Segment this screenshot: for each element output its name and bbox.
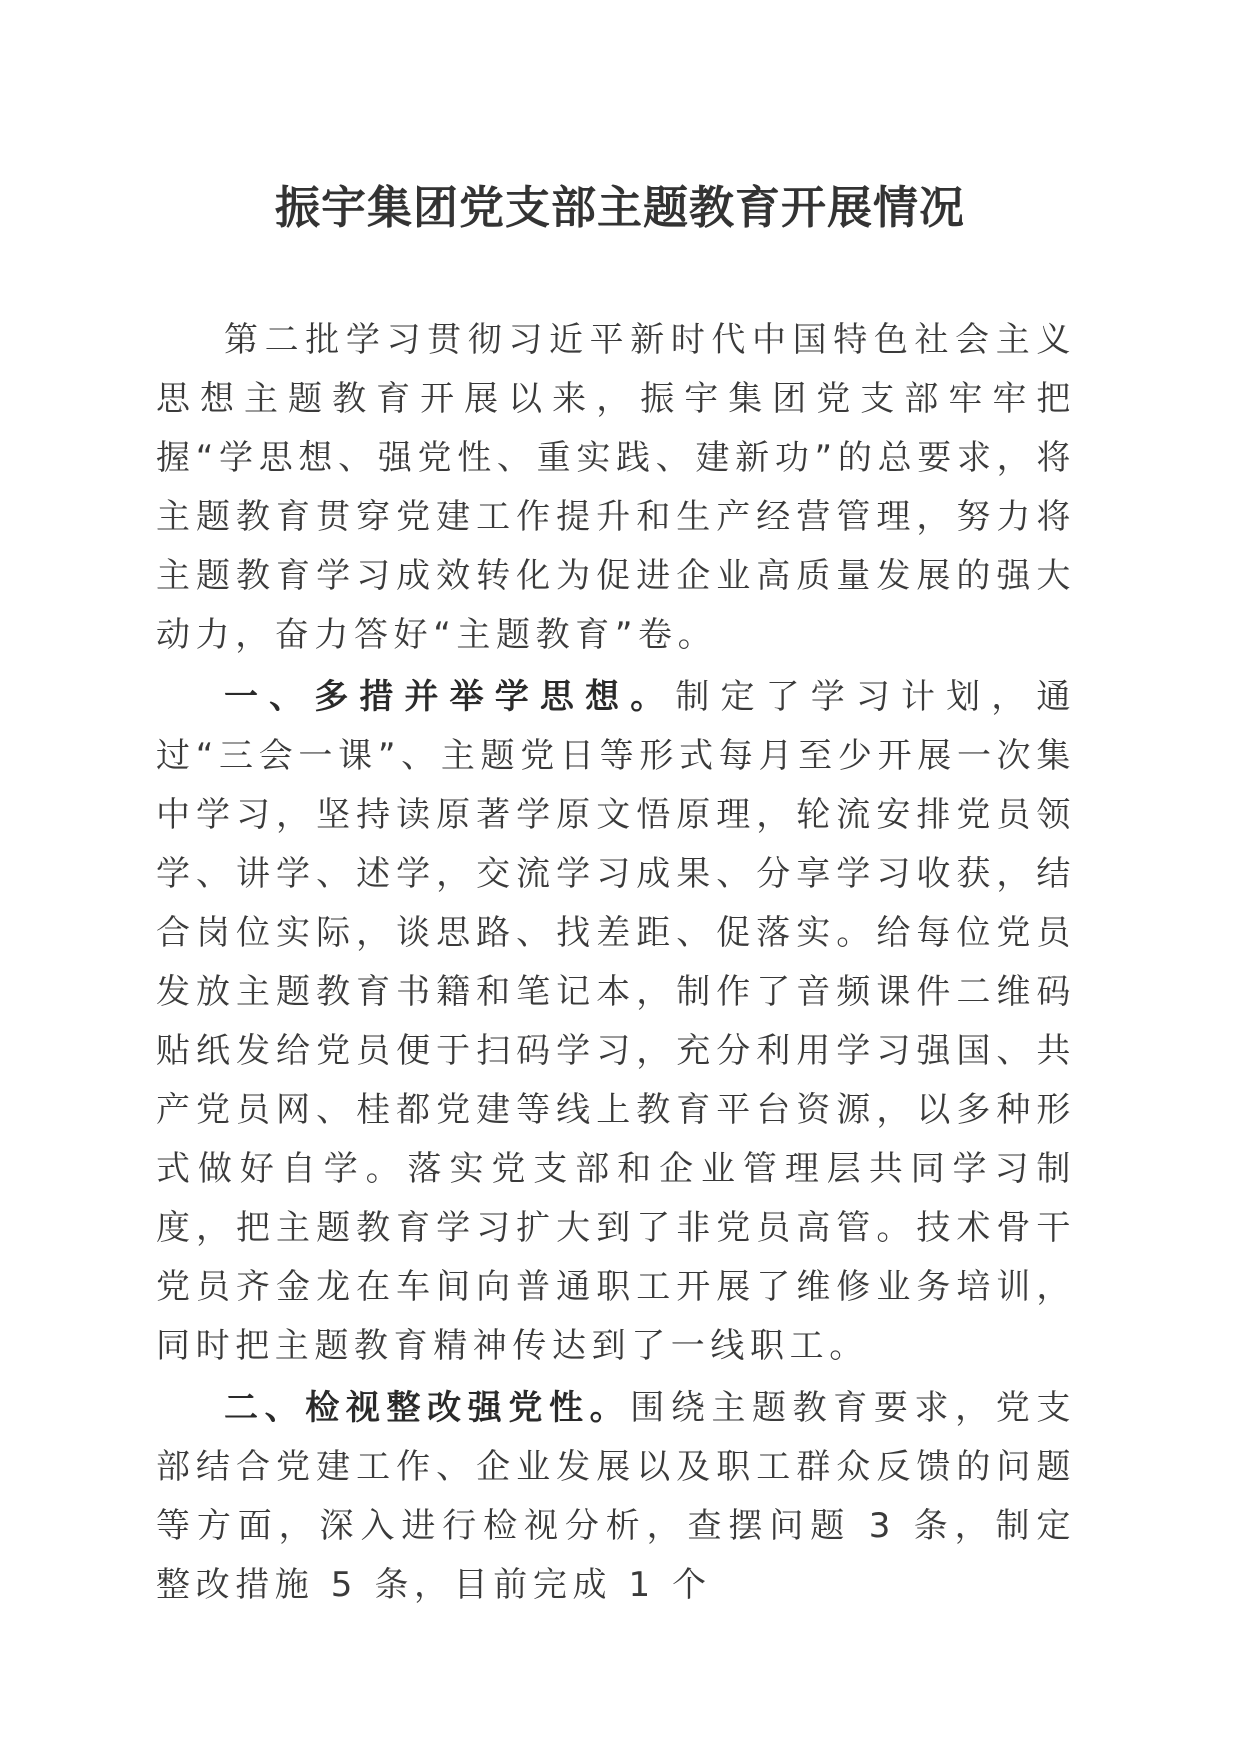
paragraph-section-2 <box>156 1379 1076 1615</box>
section-heading: 二、检视整改强党性。 <box>224 1388 631 1428</box>
paragraph-text: 围绕主题教育要求，党支部结合党建工作、企业发展以及职工群众反馈的问题等方面，深入进行检视分析，查摆问题 3 条，制定整改措施 5 条，目前完成 1 个 <box>156 1388 1076 1605</box>
paragraph-section-1 <box>156 668 1076 1376</box>
document-title: 振宇集团党支部主题教育开展情况 <box>274 181 965 234</box>
paragraph-text: 第二批学习贯彻习近平新时代中国特色社会主义思想主题教育开展以来，振宇集团党支部牢牢把握“学思想、强党性、重实践、建新功”的总要求，将主题教育贯穿党建工作提升和生产经营管理，努力将主题教育学习成效转化为促进企业高质量发展的强大动力，奋力答好“主题教育”卷。 <box>156 320 1076 655</box>
paragraph-text: 制定了学习计划，通过“三会一课”、主题党日等形式每月至少开展一次集中学习，坚持读原著学原文悟原理，轮流安排党员领学、讲学、述学，交流学习成果、分享学习收获，结合岗位实际，谈思路、找差距、促落实。给每位党员发放主题教育书籍和笔记本，制作了音频课件二维码贴纸发给党员便于扫码学习，充分利用学习强国、共产党员网、桂都党建等线上教育平台资源，以多种形式做好自学。落实党支部和企业管理层共同学习制度，把主题教育学习扩大到了非党员高管。技术骨干党员齐金龙在车间向普通职工开展了维修业务培训，同时把主题教育精神传达到了一线职工。 <box>156 677 1077 1366</box>
document-body <box>156 311 1076 1615</box>
paragraph-intro <box>156 311 1076 665</box>
section-heading: 一、多措并举学思想。 <box>224 677 676 717</box>
